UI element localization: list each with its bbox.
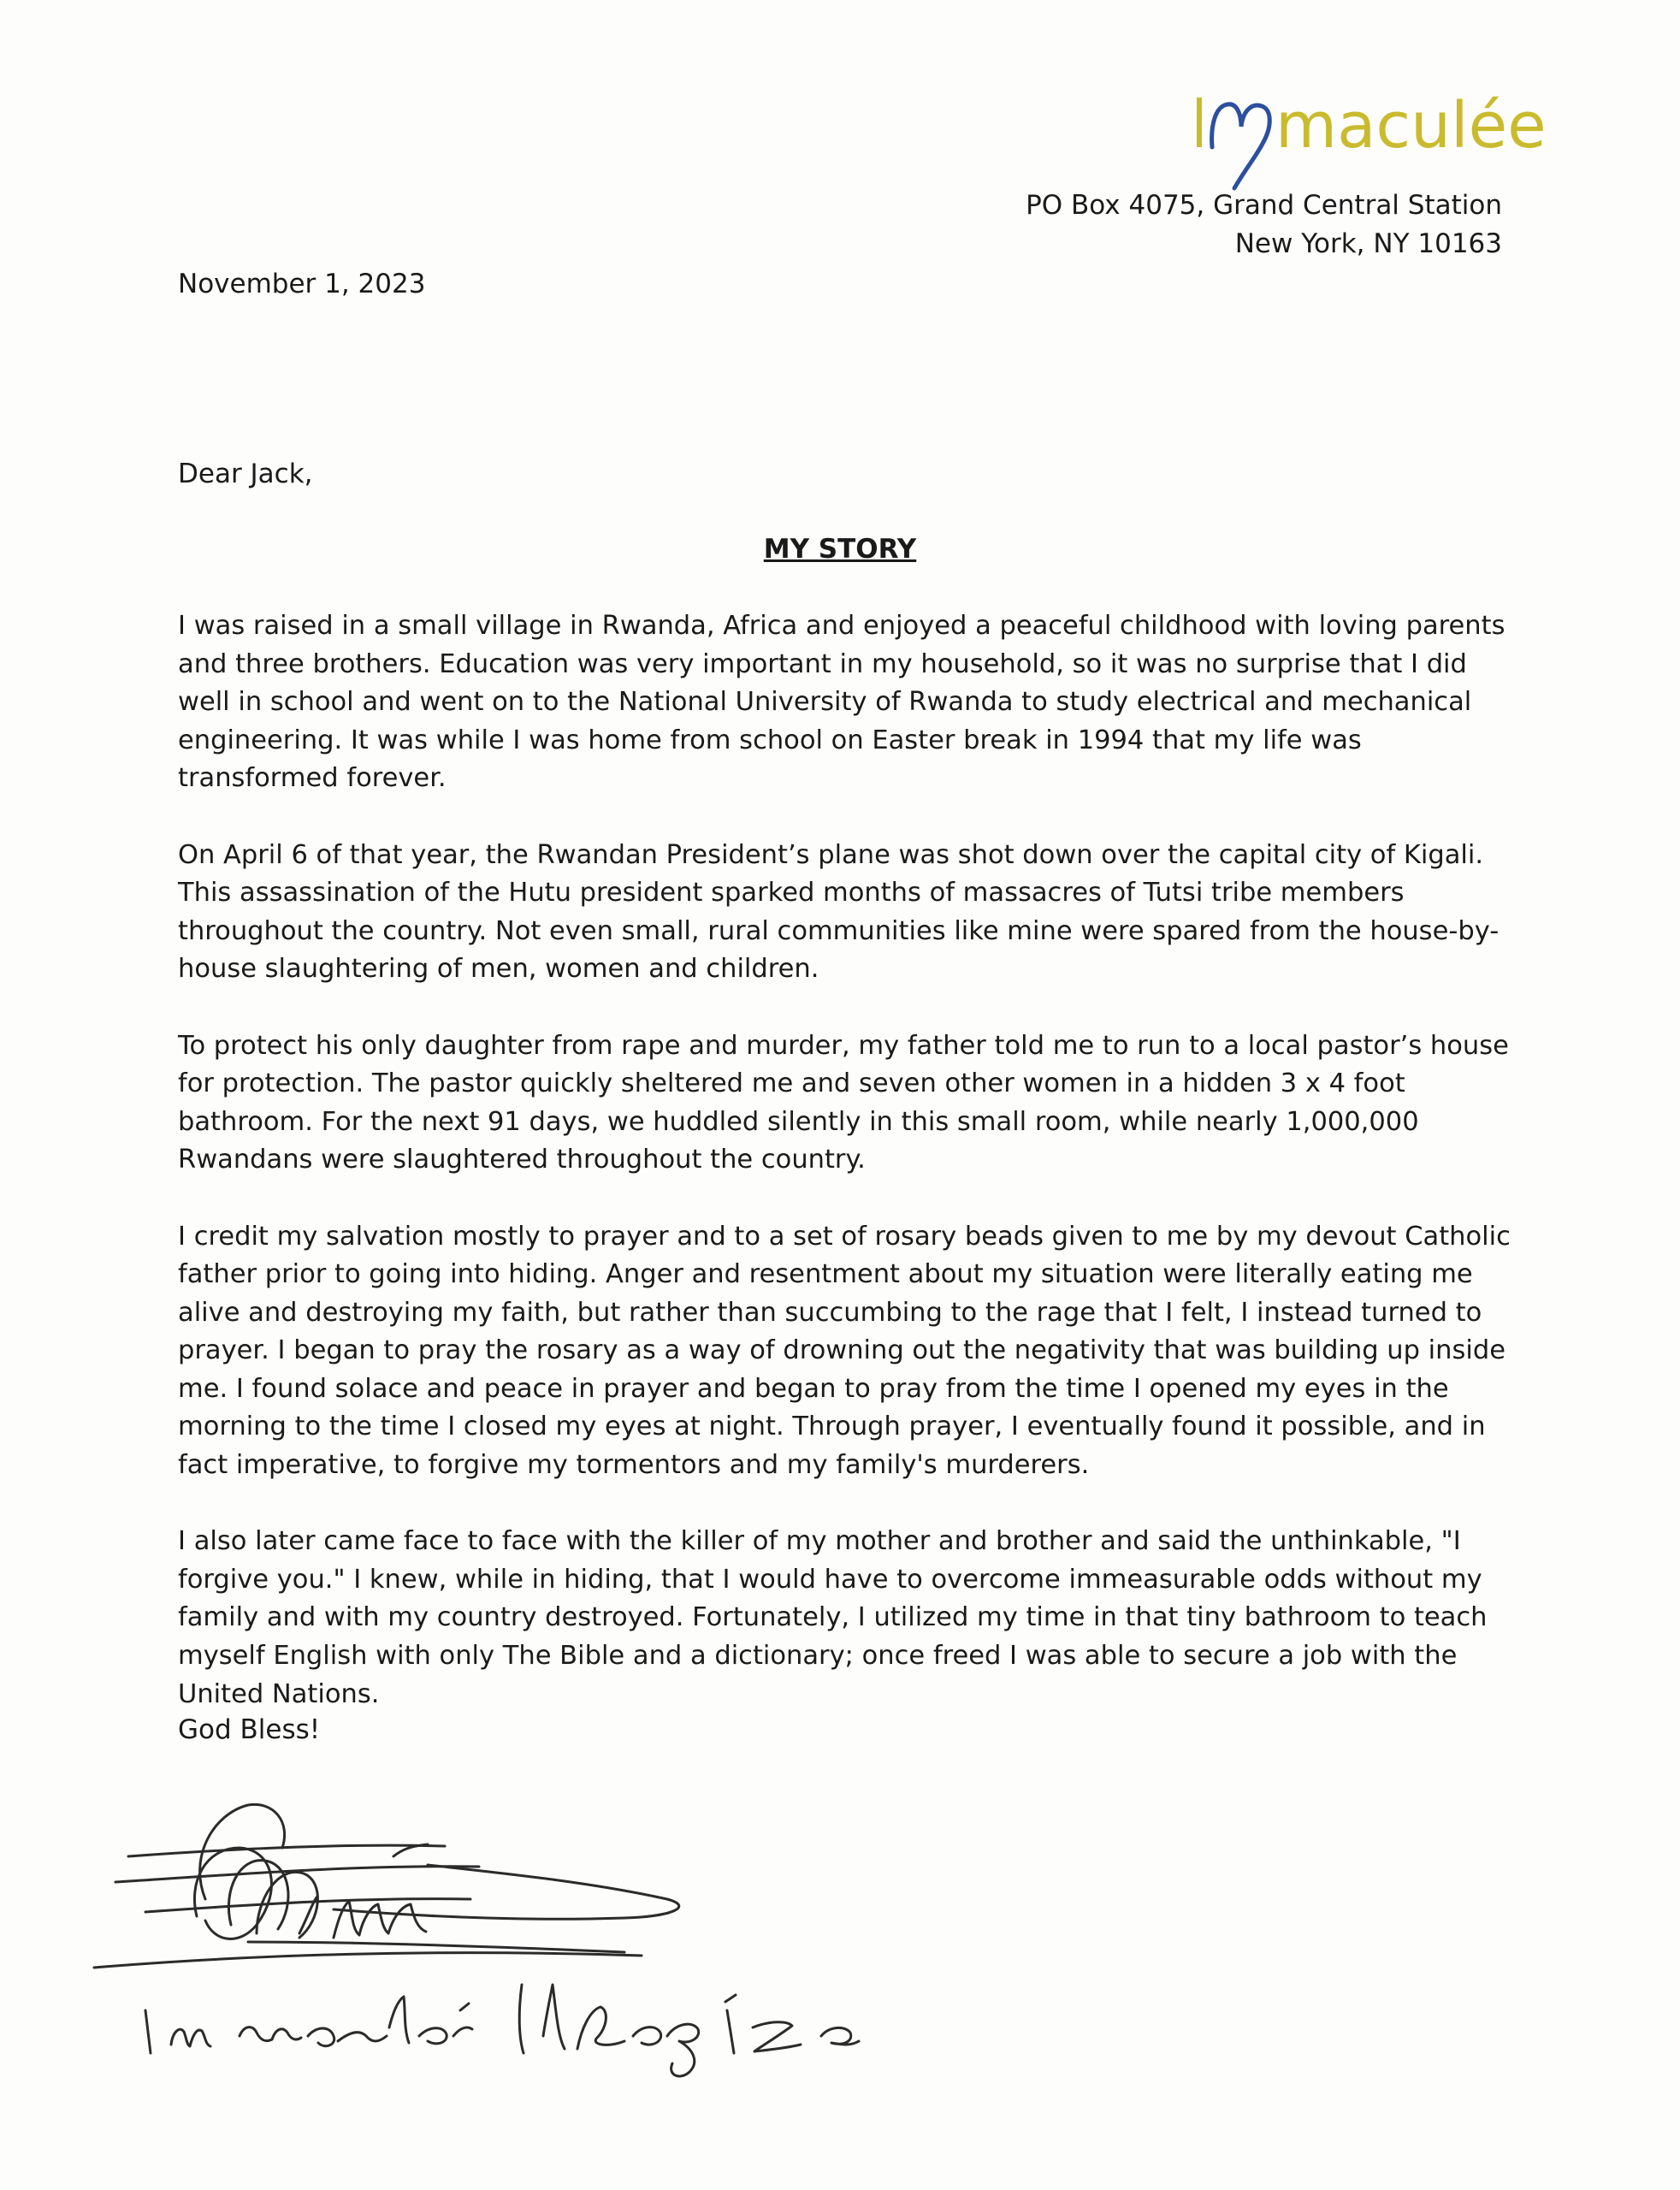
closing: God Bless! (178, 1714, 321, 1745)
sender-address (1026, 186, 1502, 263)
letterhead-logo (1193, 82, 1547, 193)
paragraph-5: I also later came face to face with the killer of my mother and brother and said the unthinkable, "I forgive you." I knew, while in hiding, that I would have to overcome immeasurable odds without my family and with my country destroyed. Fortunately, I utilized my time in that tiny bathroom to teach myself English with only The Bible and a dictionary; once freed I was able to secure a job with the United Nations. (178, 1526, 1488, 1709)
paragraph-1: I was raised in a small village in Rwanda, Africa and enjoyed a peaceful childhood with loving parents and three brothers. Education was very important in my household, so it was no surprise that I did well in school and went on to the National University of Rwanda to study electrical and mechanical engineering. It was while I was home from school on Easter break in 1994 that my life was transformed forever. (178, 611, 1505, 794)
address-line-1: PO Box 4075, Grand Central Station (1026, 190, 1502, 221)
logo-graphic (1193, 82, 1547, 193)
letter-date: November 1, 2023 (178, 269, 426, 299)
letter-title: MY STORY (763, 534, 917, 565)
svg-text:maculée: maculée (1275, 89, 1547, 163)
paragraph-3: To protect his only daughter from rape and murder, my father told me to run to a local pastor’s house for protection. The pastor quickly sheltered me and seven other women in a hidden 3 x 4 foot bathroom. For the next 91 days, we huddled silently in this small room, while nearly 1,000,000 Rwandans were slaughtered throughout the country. (178, 1030, 1509, 1175)
signature-graphic (77, 1754, 1103, 2062)
paragraph-2: On April 6 of that year, the Rwandan President’s plane was shot down over the capital city of Kigali. This assassination of the Hutu president sparked months of massacres of Tutsi tribe members throughout the country. Not even small, rural communities like mine were spared from the house-by-house slaughtering of men, women and children. (178, 839, 1500, 985)
address-line-2: New York, NY 10163 (1234, 228, 1502, 259)
handwritten-signature (77, 1754, 1103, 2062)
paragraph-4: I credit my salvation mostly to prayer and to a set of rosary beads given to me by my devout Catholic father prior to going into hiding. Anger and resentment about my situation were literally eating me alive and destroying my faith, but rather than succumbing to the rage that I felt, I instead turned to prayer. I began to pray the rosary as a way of drowning out the negativity that was building up inside me. I found solace and peace in prayer and began to pray from the time I opened my eyes in the morning to the time I closed my eyes at night. Through prayer, I eventually found it possible, and in fact imperative, to forgive my tormentors and my family's murderers. (178, 1221, 1511, 1481)
salutation: Dear Jack, (178, 459, 313, 489)
letter-body (178, 607, 1512, 1752)
